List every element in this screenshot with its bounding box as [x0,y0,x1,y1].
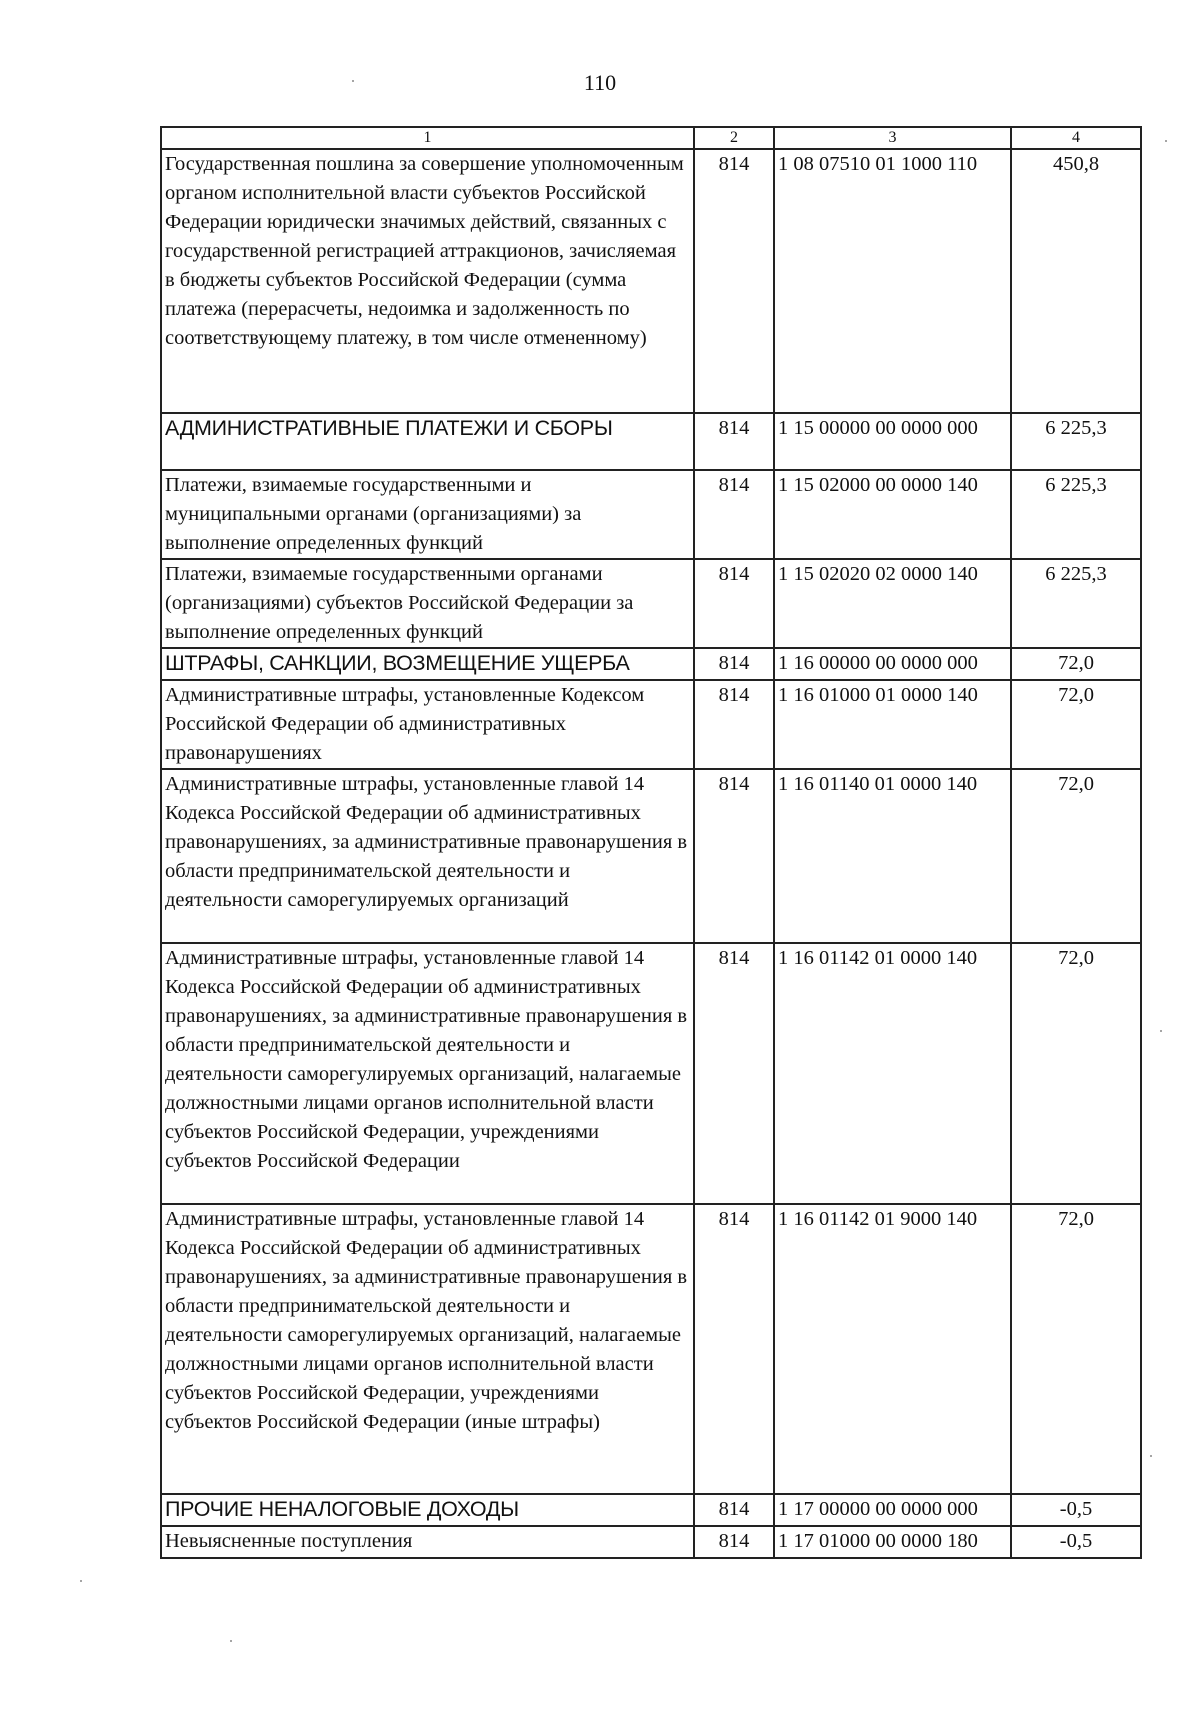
row-admin-code: 814 [694,470,774,559]
table-header-row [161,127,1141,149]
row-name: ШТРАФЫ, САНКЦИИ, ВОЗМЕЩЕНИЕ УЩЕРБА [161,648,694,680]
column-number-2: 2 [694,127,774,149]
row-name: Административные штрафы, установленные главой 14 Кодекса Российской Федерации об административных правонарушениях, за административные правонарушения в области предпринимательской деятельности и деятельности саморегулируемых организаций [161,769,694,943]
row-amount: 450,8 [1011,149,1141,413]
row-admin-code: 814 [694,559,774,648]
row-amount: 72,0 [1011,943,1141,1204]
table-row [161,149,1141,413]
table-row [161,1204,1141,1494]
row-budget-code: 1 16 01142 01 0000 140 [774,943,1011,1204]
table-row [161,413,1141,470]
row-budget-code: 1 15 02000 00 0000 140 [774,470,1011,559]
row-admin-code: 814 [694,1204,774,1494]
scan-speck [352,80,354,82]
scan-speck [230,1640,232,1642]
row-amount: -0,5 [1011,1494,1141,1526]
row-name: Платежи, взимаемые государственными органами (организациями) субъектов Российской Федерации за выполнение определенных функций [161,559,694,648]
row-budget-code: 1 16 01000 01 0000 140 [774,680,1011,769]
row-budget-code: 1 15 02020 02 0000 140 [774,559,1011,648]
row-admin-code: 814 [694,413,774,470]
row-name: АДМИНИСТРАТИВНЫЕ ПЛАТЕЖИ И СБОРЫ [161,413,694,470]
row-amount: 6 225,3 [1011,470,1141,559]
row-budget-code: 1 15 00000 00 0000 000 [774,413,1011,470]
row-budget-code: 1 08 07510 01 1000 110 [774,149,1011,413]
row-budget-code: 1 17 01000 00 0000 180 [774,1526,1011,1558]
revenue-table [160,126,1142,1559]
scan-speck [1150,1455,1152,1457]
scan-speck [1160,1030,1162,1032]
row-amount: 72,0 [1011,680,1141,769]
row-name: Административные штрафы, установленные главой 14 Кодекса Российской Федерации об административных правонарушениях, за административные правонарушения в области предпринимательской деятельности и деятельности саморегулируемых организаций, налагаемые должностными лицами органов исполнительной власти субъектов Российской Федерации, учреждениями субъектов Российской Федерации [161,943,694,1204]
table-row [161,943,1141,1204]
table-row [161,1526,1141,1558]
row-budget-code: 1 17 00000 00 0000 000 [774,1494,1011,1526]
row-admin-code: 814 [694,648,774,680]
page-number: 110 [583,70,617,95]
row-amount: 6 225,3 [1011,413,1141,470]
table-row [161,559,1141,648]
column-number-1: 1 [161,127,694,149]
row-name: ПРОЧИЕ НЕНАЛОГОВЫЕ ДОХОДЫ [161,1494,694,1526]
table-row [161,648,1141,680]
row-amount: -0,5 [1011,1526,1141,1558]
row-name: Невыясненные поступления [161,1526,694,1558]
row-admin-code: 814 [694,1494,774,1526]
row-name: Административные штрафы, установленные Кодексом Российской Федерации об административных правонарушениях [161,680,694,769]
row-budget-code: 1 16 00000 00 0000 000 [774,648,1011,680]
table-row [161,769,1141,943]
row-admin-code: 814 [694,149,774,413]
column-number-4: 4 [1011,127,1141,149]
row-admin-code: 814 [694,1526,774,1558]
scan-speck [1165,140,1167,142]
row-amount: 72,0 [1011,769,1141,943]
row-budget-code: 1 16 01142 01 9000 140 [774,1204,1011,1494]
scan-speck [80,1580,82,1582]
row-name: Административные штрафы, установленные главой 14 Кодекса Российской Федерации об административных правонарушениях, за административные правонарушения в области предпринимательской деятельности и деятельности саморегулируемых организаций, налагаемые должностными лицами органов исполнительной власти субъектов Российской Федерации, учреждениями субъектов Российской Федерации (иные штрафы) [161,1204,694,1494]
row-admin-code: 814 [694,769,774,943]
row-amount: 72,0 [1011,648,1141,680]
table-row [161,680,1141,769]
column-number-3: 3 [774,127,1011,149]
row-name: Платежи, взимаемые государственными и муниципальными органами (организациями) за выполнение определенных функций [161,470,694,559]
row-amount: 72,0 [1011,1204,1141,1494]
row-name: Государственная пошлина за совершение уполномоченным органом исполнительной власти субъектов Российской Федерации юридически значимых действий, связанных с государственной регистрацией аттракционов, зачисляемая в бюджеты субъектов Российской Федерации (сумма платежа (перерасчеты, недоимка и задолженность по соответствующему платежу, в том числе отмененному) [161,149,694,413]
table-row [161,1494,1141,1526]
row-amount: 6 225,3 [1011,559,1141,648]
row-budget-code: 1 16 01140 01 0000 140 [774,769,1011,943]
table-row [161,470,1141,559]
row-admin-code: 814 [694,680,774,769]
row-admin-code: 814 [694,943,774,1204]
